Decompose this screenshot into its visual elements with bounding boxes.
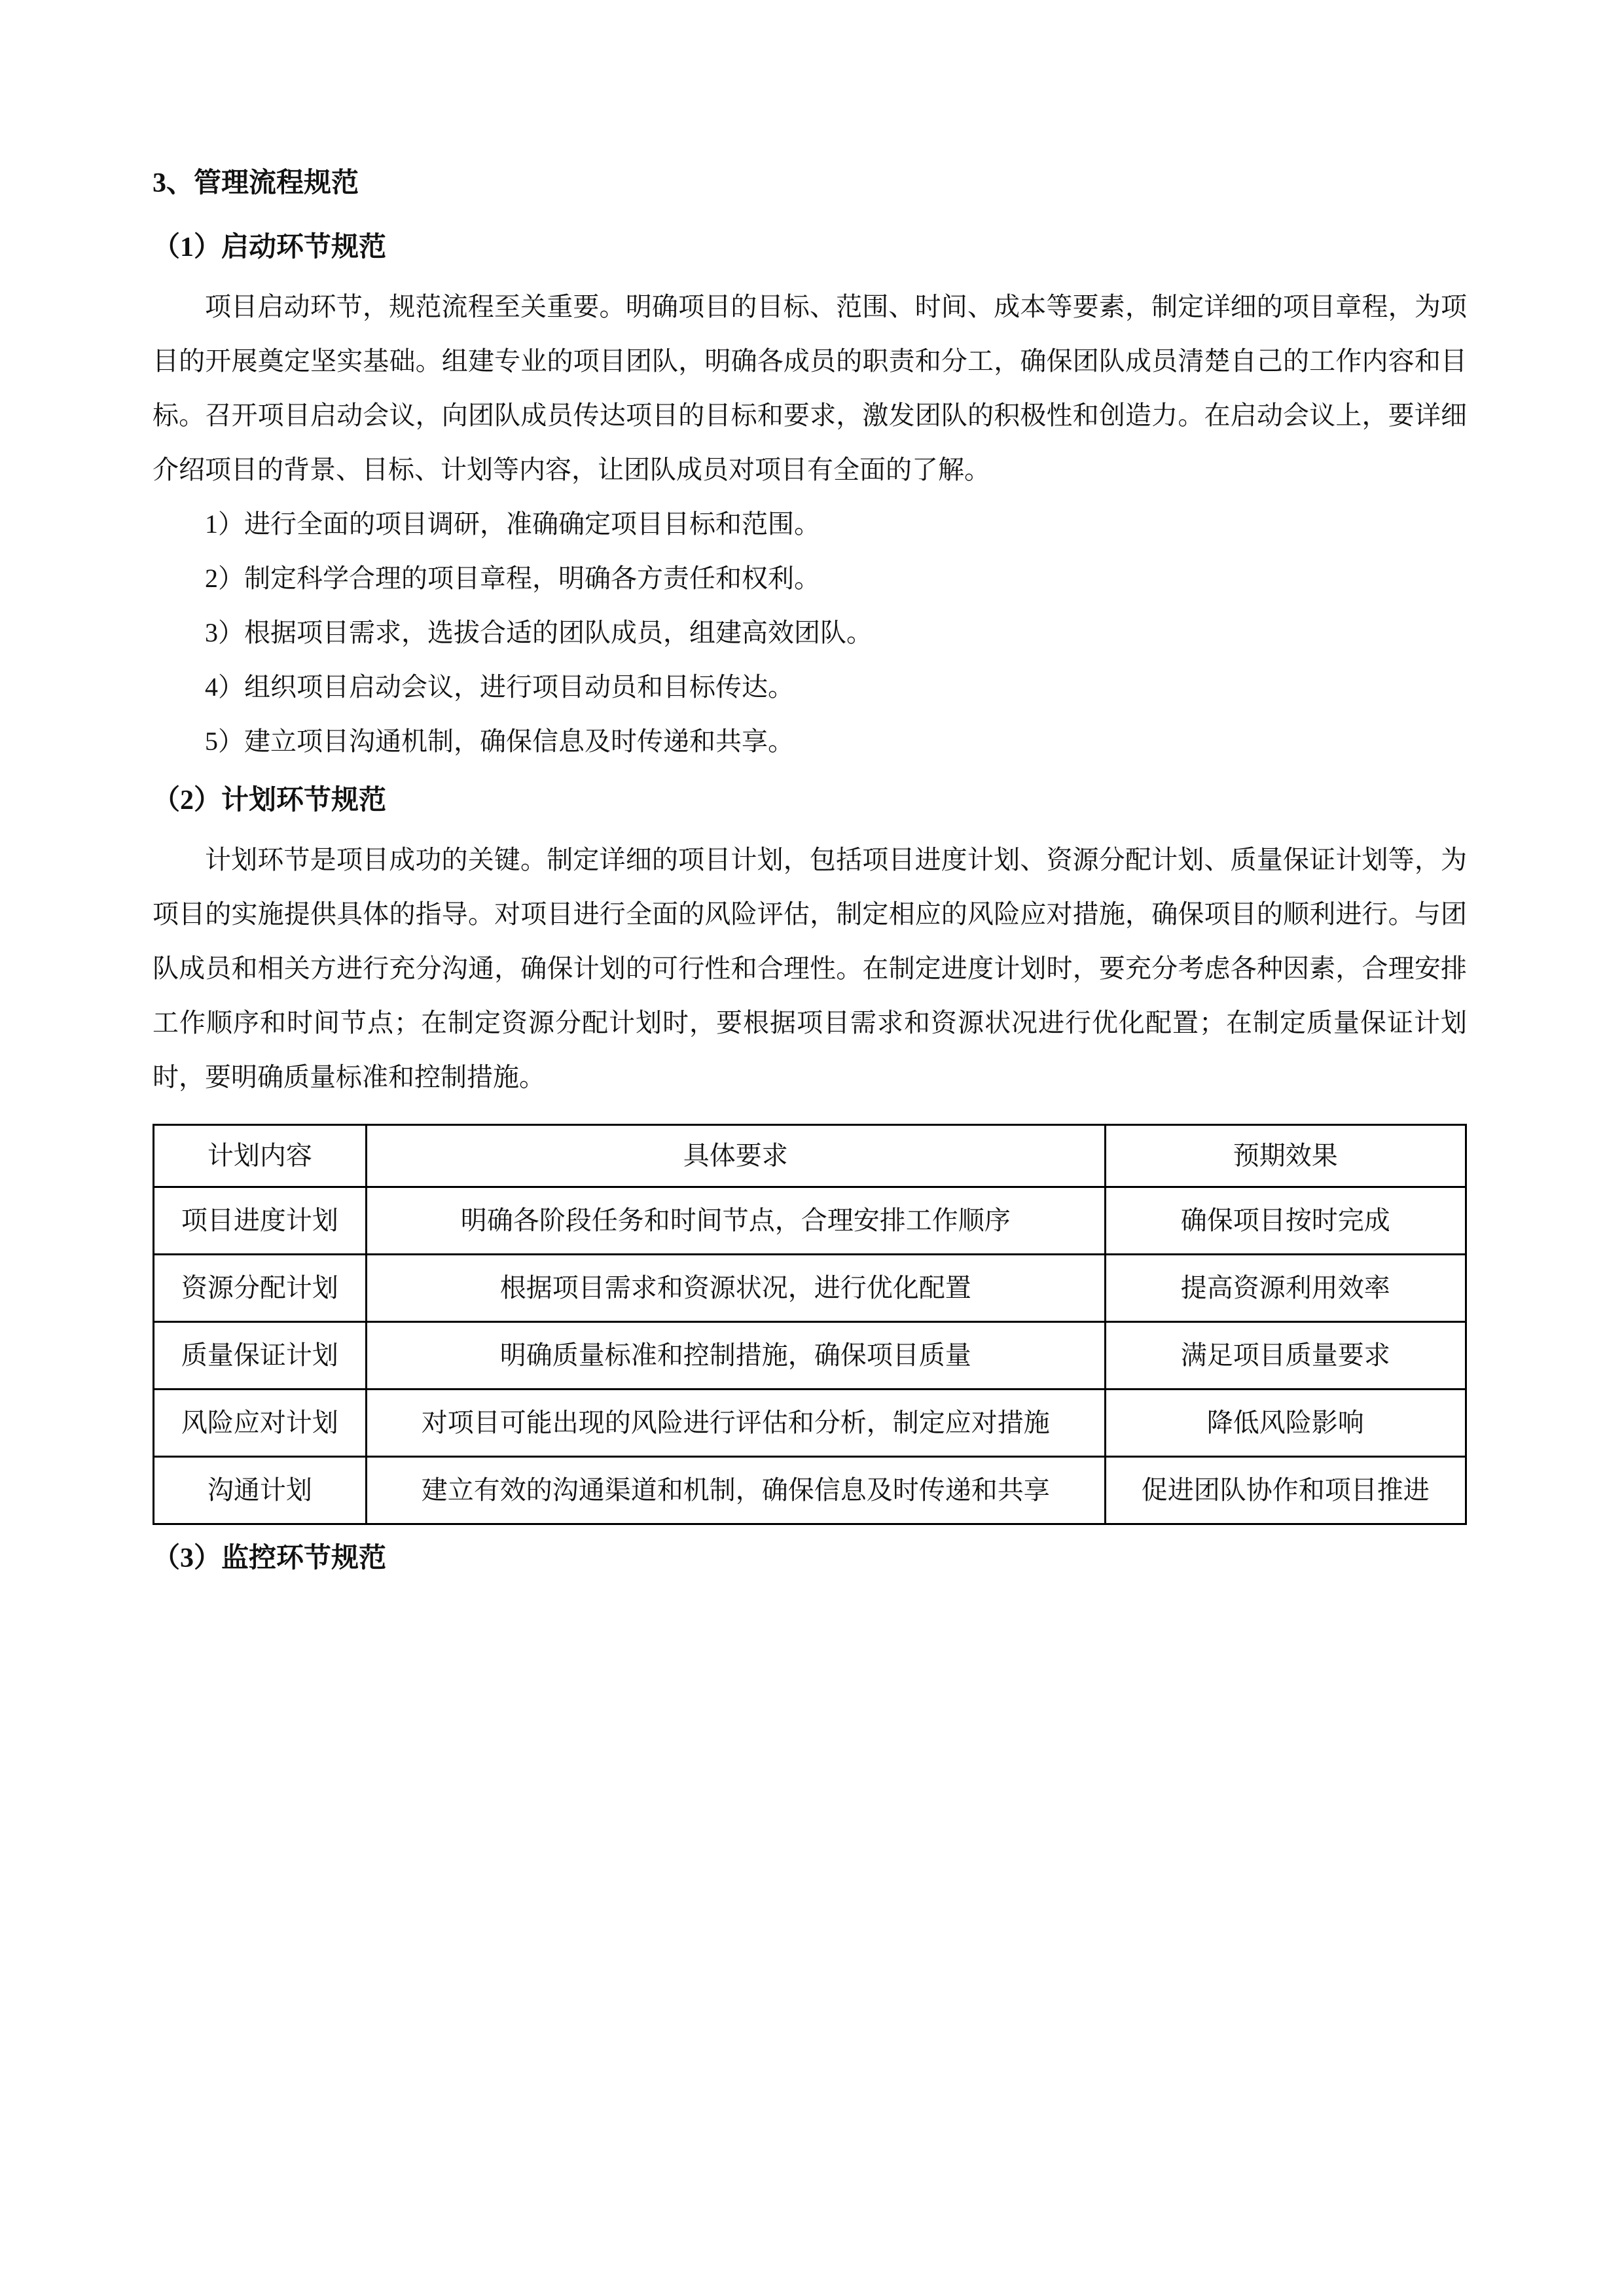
table-header-cell: 具体要求 xyxy=(366,1125,1105,1187)
table-cell: 根据项目需求和资源状况，进行优化配置 xyxy=(366,1255,1105,1322)
table-row xyxy=(154,1187,1466,1255)
section-heading-monitor: （3）监控环节规范 xyxy=(153,1543,387,1573)
table-header-row xyxy=(154,1125,1466,1187)
table-cell: 资源分配计划 xyxy=(154,1255,367,1322)
table-cell: 确保项目按时完成 xyxy=(1105,1187,1466,1255)
list-item: 4）组织项目启动会议，进行项目动员和目标传达。 xyxy=(205,672,794,702)
table-cell: 提高资源利用效率 xyxy=(1105,1255,1466,1322)
table-cell: 项目进度计划 xyxy=(154,1187,367,1255)
list-item: 2）制定科学合理的项目章程，明确各方责任和权利。 xyxy=(205,564,820,593)
table-cell: 满足项目质量要求 xyxy=(1105,1322,1466,1390)
section-heading-plan: （2）计划环节规范 xyxy=(153,785,387,816)
table-row xyxy=(154,1390,1466,1457)
table-cell: 明确质量标准和控制措施，确保项目质量 xyxy=(366,1322,1105,1390)
list-item: 3）根据项目需求，选拔合适的团队成员，组建高效团队。 xyxy=(205,618,873,647)
paragraph-start: 项目启动环节，规范流程至关重要。明确项目的目标、范围、时间、成本等要素，制定详细的项目章程，为项目的开展奠定坚实基础。组建专业的项目团队，明确各成员的职责和分工，确保团队成员清楚自己的工作内容和目标。召开项目启动会议，向团队成员传达项目的目标和要求，激发团队的积极性和创造力。在启动会议上，要详细介绍项目的背景、目标、计划等内容，让团队成员对项目有全面的了解。 xyxy=(153,292,1467,484)
table-cell: 降低风险影响 xyxy=(1105,1390,1466,1457)
table-cell: 质量保证计划 xyxy=(154,1322,367,1390)
table-cell: 风险应对计划 xyxy=(154,1390,367,1457)
table-cell: 明确各阶段任务和时间节点，合理安排工作顺序 xyxy=(366,1187,1105,1255)
start-list xyxy=(153,497,1467,768)
doc-title: 3、管理流程规范 xyxy=(153,168,359,198)
table-cell: 建立有效的沟通渠道和机制，确保信息及时传递和共享 xyxy=(366,1457,1105,1524)
table-row xyxy=(154,1457,1466,1524)
paragraph-plan: 计划环节是项目成功的关键。制定详细的项目计划，包括项目进度计划、资源分配计划、质量保证计划等，为项目的实施提供具体的指导。对项目进行全面的风险评估，制定相应的风险应对措施，确保项目的顺利进行。与团队成员和相关方进行充分沟通，确保计划的可行性和合理性。在制定进度计划时，要充分考虑各种因素，合理安排工作顺序和时间节点；在制定资源分配计划时，要根据项目需求和资源状况进行优化配置；在制定质量保证计划时，要明确质量标准和控制措施。 xyxy=(153,845,1467,1092)
plan-table xyxy=(153,1124,1467,1525)
table-cell: 对项目可能出现的风险进行评估和分析，制定应对措施 xyxy=(366,1390,1105,1457)
table-row xyxy=(154,1322,1466,1390)
table-cell: 沟通计划 xyxy=(154,1457,367,1524)
table-header-cell: 计划内容 xyxy=(154,1125,367,1187)
table-header-cell: 预期效果 xyxy=(1105,1125,1466,1187)
table-row xyxy=(154,1255,1466,1322)
list-item: 1）进行全面的项目调研，准确确定项目目标和范围。 xyxy=(205,509,820,539)
list-item: 5）建立项目沟通机制，确保信息及时传递和共享。 xyxy=(205,726,794,756)
table-cell: 促进团队协作和项目推进 xyxy=(1105,1457,1466,1524)
section-heading-start: （1）启动环节规范 xyxy=(153,232,387,262)
